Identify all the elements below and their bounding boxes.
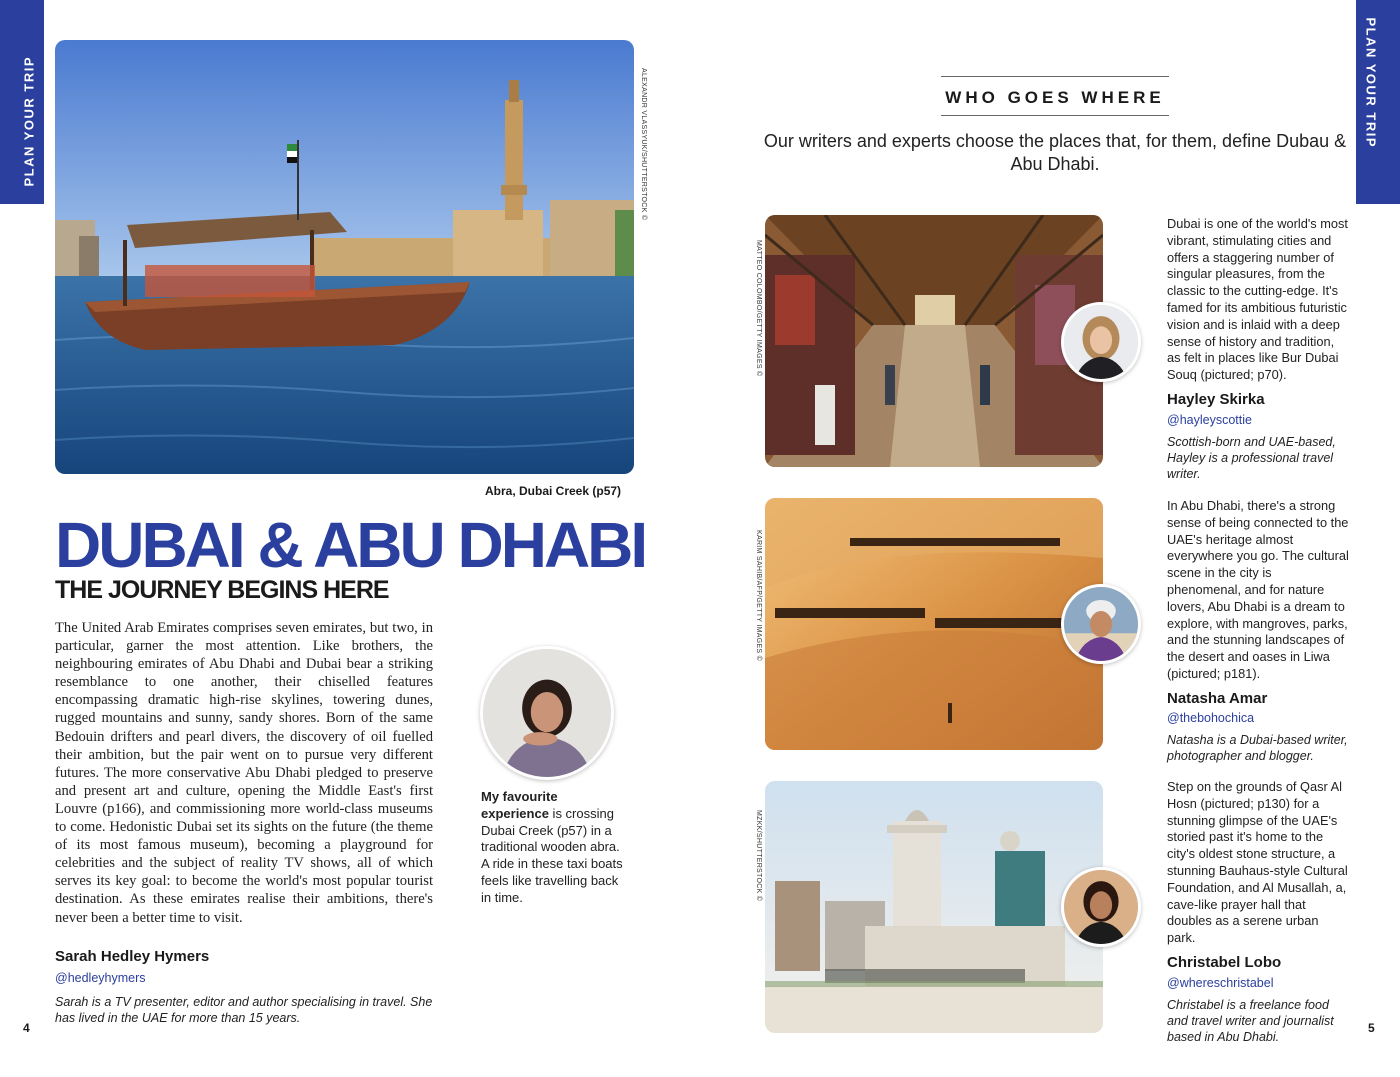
photo-bur-dubai-souq	[765, 215, 1103, 467]
writer-2-bio: Natasha is a Dubai-based writer, photographer and blogger.	[1167, 733, 1348, 763]
plan-your-trip-tab-right	[1356, 0, 1400, 204]
plan-your-trip-tab-left	[0, 0, 44, 204]
writer-1-name: Hayley Skirka	[1167, 391, 1265, 408]
photo-credit-souq: MATTEO COLOMBO/GETTY IMAGES ©	[755, 240, 762, 377]
intro-paragraph: The United Arab Emirates comprises seven emirates, but two, in particular, garner the most attention. Like brothers, the neighbouring emirates of Abu Dhabi and Dubai bear a striking resemblance to one another, their chiselled features encompassing dramatic high-rise skylines, towering dunes, rugged mountains and sunny, sandy shores. Born of the same Bedouin drifters and pearl divers, the discovery of oil fuelled their ambition, but the pair went on to pursue very different futures. The more conservative Abu Dhabi pledged to preserve and present art and culture, opening the Middle East's first Louvre (p166), and commissioning more world-class museums to come. Hedonistic Dubai set its sights on the future (the theme of its most famous museum), becoming a playground for celebrities and the subject of reality TV shows, all of which serves its key goal: to become the world's most popular tourist destination. As these emirates realise their ambitions, there's never been a better time to visit.	[55, 620, 433, 926]
main-author-handle[interactable]: @hedleyhymers	[55, 971, 146, 985]
plan-your-trip-label-left: PLAN YOUR TRIP	[21, 55, 37, 187]
hero-photo-credit: ALEXANDR VLASSYUK/SHUTTERSTOCK ©	[640, 68, 647, 221]
who-goes-where-rule-top	[941, 76, 1169, 77]
hero-photo-abra	[55, 40, 634, 474]
who-goes-where-rule-bottom	[941, 115, 1169, 116]
writer-3-name: Christabel Lobo	[1167, 954, 1282, 971]
main-author-bio: Sarah is a TV presenter, editor and author specialising in travel. She has lived in the UAE for more than 15 years.	[55, 995, 433, 1025]
writer-1-bio: Scottish-born and UAE-based, Hayley is a professional travel writer.	[1167, 435, 1336, 481]
photo-liwa-desert-camels	[765, 498, 1103, 750]
writer-1-text: Dubai is one of the world's most vibrant, stimulating cities and offers a staggering number of singular pleasures, from the classic to the cutting-edge. It's famed for its ambitious futuristic vision and is inlaid with a deep sense of history and tradition, as felt in places like Bur Dubai Souq (pictured; p70).	[1167, 216, 1348, 383]
page-number-right: 5	[1368, 1021, 1375, 1035]
page-subtitle: THE JOURNEY BEGINS HERE	[55, 576, 389, 604]
photo-qasr-al-hosn	[765, 781, 1103, 1033]
who-goes-where-title: WHO GOES WHERE	[945, 88, 1165, 107]
writer-2-name: Natasha Amar	[1167, 690, 1268, 707]
plan-your-trip-label-right: PLAN YOUR TRIP	[1363, 17, 1379, 149]
writer-2-text: In Abu Dhabi, there's a strong sense of being connected to the UAE's heritage almost everywhere you go. The cultural scene in the city is phenomenal, and for nature lovers, Abu Dhabi is a dream to explore, with mangroves, parks, and the stunning landscapes of the desert and oases in Liwa (pictured; p181).	[1167, 498, 1349, 681]
favourite-experience-text: is crossing Dubai Creek (p57) in a traditional wooden abra. A ride in these taxi boats feels like travelling back in time.	[481, 805, 623, 905]
hero-photo-caption: Abra, Dubai Creek (p57)	[485, 484, 622, 498]
favourite-experience	[481, 789, 626, 907]
page-title: DUBAI & ABU DHABI	[55, 509, 646, 581]
avatar-sarah-hedley-hymers	[480, 646, 614, 780]
main-author-name: Sarah Hedley Hymers	[55, 948, 210, 965]
avatar-natasha-amar	[1061, 584, 1141, 664]
writer-3-handle[interactable]: @whereschristabel	[1167, 976, 1274, 990]
photo-credit-qasr: MZKK/SHUTTERSTOCK ©	[755, 810, 762, 902]
favourite-experience-lead: My favourite experience	[481, 789, 558, 821]
writer-3-bio: Christabel is a freelance food and travel writer and journalist based in Abu Dhabi.	[1167, 998, 1334, 1044]
writer-2-handle[interactable]: @thebohochica	[1167, 711, 1255, 725]
photo-credit-desert: KARIM SAHIB/AFP/GETTY IMAGES ©	[755, 530, 762, 662]
avatar-christabel-lobo	[1061, 867, 1141, 947]
avatar-hayley-skirka	[1061, 302, 1141, 382]
writer-1-handle[interactable]: @hayleyscottie	[1167, 413, 1252, 427]
page-number-left: 4	[23, 1021, 30, 1035]
who-goes-where-subtitle: Our writers and experts choose the places that, for them, define Dubau & Abu Dhabi.	[763, 131, 1347, 174]
writer-3-text: Step on the grounds of Qasr Al Hosn (pictured; p130) for a stunning glimpse of the UAE's storied past it's home to the city's oldest stone structure, a stunning Bauhaus-style Cultural Foundation, and Al Musallah, a, cave-like prayer hall that doubles as a serene urban park.	[1167, 779, 1348, 946]
